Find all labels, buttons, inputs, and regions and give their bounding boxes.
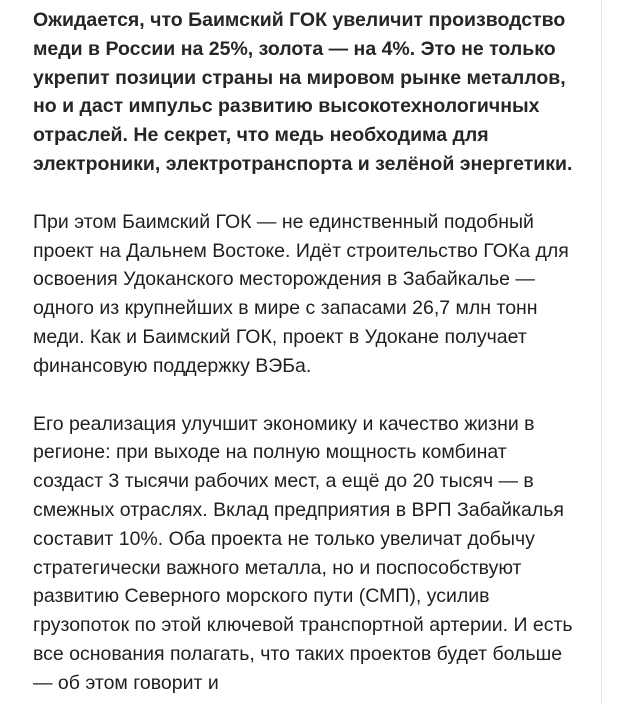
article-paragraph-lead: Ожидается, что Баимский ГОК увеличит производство меди в России на 25%, золота — на 4%. Это не только укрепит позиции страны на мировом рынке металлов, но и даст импульс развитию высокотехнологичных отраслей. Не секрет, что медь необходима для электроники, электротранспорта и зелёной энергетики. — [33, 9, 573, 175]
article-paragraph: Его реализация улучшит экономику и качество жизни в регионе: при выходе на полную мощность комбинат создаст 3 тысячи рабочих мест, а ещё до 20 тысяч — в смежных отраслях. Вклад предприятия в ВРП Забайкалья составит 10%. Оба проекта не только увеличат добычу стратегически важного металла, но и поспособствуют развитию Северного морского пути (СМП), усилив грузопоток по этой ключевой транспортной артерии. И есть все основания полагать, что таких проектов будет больше — об этом говорит и — [33, 412, 573, 694]
content-border — [601, 0, 602, 705]
article-body — [33, 6, 578, 705]
article-paragraph: При этом Баимский ГОК — не единственный подобный проект на Дальнем Востоке. Идёт строительство ГОКа для освоения Удоканского месторождения в Забайкалье — одного из крупнейших в мире с запасами 26,7 млн тонн меди. Как и Баимский ГОК, проект в Удокане получает финансовую поддержку ВЭБа. — [33, 210, 569, 377]
